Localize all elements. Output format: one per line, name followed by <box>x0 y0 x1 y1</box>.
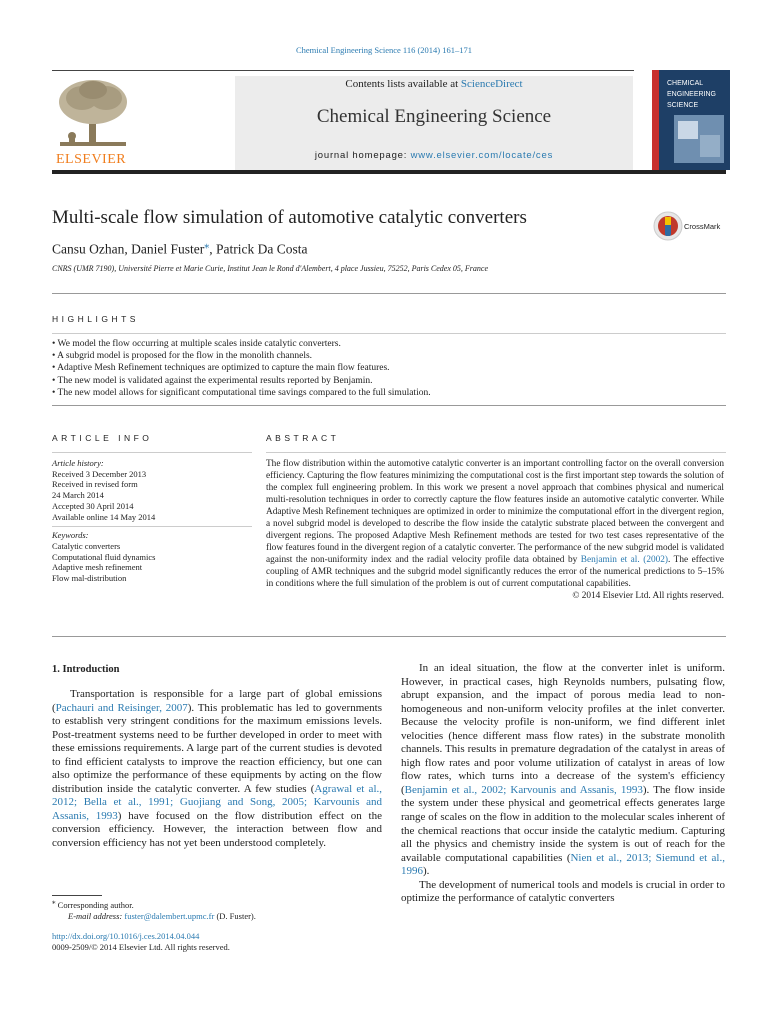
paragraph-text: ). <box>423 865 430 878</box>
journal-header <box>235 76 633 170</box>
journal-citation[interactable]: Chemical Engineering Science 116 (2014) 161–171 <box>295 45 472 55</box>
paragraph: The development of numerical tools and models is crucial in order to optimize the performance of catalytic converters <box>401 878 725 905</box>
footnote-text: Corresponding author. <box>55 899 134 910</box>
article-title: Multi-scale flow simulation of automotive catalytic converters <box>52 207 527 228</box>
journal-title: Chemical Engineering Science <box>316 106 552 127</box>
history-line: Accepted 30 April 2014 <box>52 500 134 511</box>
divider <box>52 293 726 294</box>
keyword: Flow mal-distribution <box>52 573 127 584</box>
highlight-item: • Adaptive Mesh Refinement techniques are optimized to capture the main flow features. <box>52 363 390 374</box>
header-top-rule <box>52 70 634 71</box>
homepage-label: journal homepage: <box>314 150 411 161</box>
paragraph-text: ) have focused on the flow distribution effect on the conversion efficiency. However, the interaction between flow and conversion efficiency has not yet been understood completely. <box>52 809 383 850</box>
email-label: E-mail address: <box>68 910 125 921</box>
abstract-text-part: The flow distribution within the automotive catalytic converter is an important controlling factor on the overall conversion efficiency. Capturing the flow features minimizing the computational cost is the first important step towards the solution of the complex full engineering problem. In this work we present a novel approach that combines physical and numerical multi-resolution techniques in order to correctly capture the flow features inside an automotive catalytic converter. While Adaptive Mesh Refinement techniques are optimized in order to minimize the computational effort in the divergent region, a novel subgrid model is developed to describe the flow inside the catalytic substrate placed between the convergent and divergent regions. The proposed Adaptive Mesh Refinement methods are tested for two test cases representative of the flow features found in the divergent region of a catalytic converter. The performance of the new subgrid model is validated against the non-uniformity index and the radial velocity profile data obtained by <box>266 459 724 565</box>
divider <box>52 526 252 527</box>
paragraph-text: ). This problematic has led to governments to establish very stringent conditions for the maximum emissions levels. Post-treatment systems need to be further developed in order to meet with these emissions requirements. A large part of the current studies is devoted to find efficient catalysts to improve the reaction efficiency, but one can also optimize the performance of these equipments by acting on the flow distribution inside the catalytic converter. A few studies ( <box>52 701 382 795</box>
email-link[interactable]: fuster@dalembert.upmc.fr <box>124 910 215 921</box>
keyword: Computational fluid dynamics <box>52 551 156 562</box>
contents-prefix: Contents lists available at <box>345 78 461 90</box>
highlight-item: • The new model allows for significant computational time savings compared to the full simulation. <box>52 387 431 398</box>
corresponding-author-note <box>52 897 256 911</box>
keyword: Catalytic converters <box>52 540 121 551</box>
cover-image-block <box>678 121 698 139</box>
author-list <box>52 240 307 258</box>
cover-title <box>667 78 727 111</box>
divider <box>52 452 252 453</box>
body-column-right <box>401 662 725 906</box>
contents-line <box>235 78 633 90</box>
issn-line: 0009-2509/© 2014 Elsevier Ltd. All rights reserved. <box>52 942 230 952</box>
citation-link[interactable]: Agrawal et al., 2012; Bella et al., 1991; Guojiang and Song, 2005; Karvounis and Assanis, 1993 <box>52 782 382 822</box>
history-label: Article history: <box>52 458 104 468</box>
paragraph <box>52 688 382 851</box>
divider <box>266 452 726 453</box>
paragraph-text: ). The flow inside the system under these physical and geometrical effects generates large range of scales on the flow in addition to the molecular scales inherent of the chemical reactions that occur inside the catalytic medium. Capturing all the physics and chemistry inside the system is out of reach for the available computational capabilities ( <box>401 783 725 864</box>
elsevier-tree-icon <box>52 76 134 154</box>
keyword: Adaptive mesh refinement <box>52 562 143 573</box>
citation-link[interactable]: Benjamin et al., 2002; Karvounis and Assanis, 1993 <box>404 783 643 796</box>
crossmark-label: CrossMark <box>684 222 721 231</box>
cover-title-line: CHEMICAL <box>667 80 704 87</box>
citation-link[interactable]: Nien et al., 2013; Siemund et al., 1996 <box>401 851 725 878</box>
footnote <box>52 897 256 922</box>
homepage-link[interactable]: www.elsevier.com/locate/ces <box>410 150 554 161</box>
cover-title-line: SCIENCE <box>667 102 699 109</box>
abstract-body <box>266 458 724 602</box>
footnote-mark: ⁎ <box>52 898 56 906</box>
history-line: Available online 14 May 2014 <box>52 511 156 522</box>
corresponding-author-mark[interactable]: ⁎ <box>204 240 210 251</box>
abstract-copyright: © 2014 Elsevier Ltd. All rights reserved. <box>572 591 724 601</box>
citation-link[interactable]: Pachauri and Reisinger, 2007 <box>55 701 188 714</box>
footnote-rule <box>52 895 102 896</box>
cover-image <box>674 115 724 163</box>
crossmark-icon <box>653 211 683 241</box>
paragraph-text: Transportation is responsible for a large part of global emissions ( <box>52 688 382 714</box>
highlight-item: • The new model is validated against the experimental results reported by Benjamin. <box>52 375 373 386</box>
article-info-heading: ARTICLE INFO <box>52 433 153 443</box>
divider <box>52 333 726 334</box>
history-line: Received in revised form <box>52 479 138 490</box>
doi-link[interactable]: http://dx.doi.org/10.1016/j.ces.2014.04.044 <box>52 931 200 941</box>
author-names: Cansu Ozhan, Daniel Fuster <box>52 241 205 257</box>
history-line: Received 3 December 2013 <box>52 468 147 479</box>
journal-cover <box>652 70 730 170</box>
highlight-item: • We model the flow occurring at multiple scales inside catalytic converters. <box>52 339 341 349</box>
elsevier-logo <box>52 76 134 166</box>
abstract-text <box>266 458 724 590</box>
paragraph <box>401 662 725 879</box>
highlights-heading: HIGHLIGHTS <box>52 314 139 324</box>
doi-block <box>52 931 230 953</box>
abstract-heading: ABSTRACT <box>266 433 340 443</box>
email-note <box>52 911 256 922</box>
article-info <box>52 458 252 584</box>
cover-image-block <box>700 135 720 157</box>
header-thick-rule <box>52 170 726 174</box>
paragraph-text: In an ideal situation, the flow at the converter inlet is uniform. However, in practical cases, high Reynolds numbers, pulsating flow, abrupt expansion, and the impact of porous media lead to non-homogeneous and non-uniform velocity profiles at the inlet converter. Because the velocity profile is non-uniform, we find different inlet velocities (hence different mass flow rates) in the substrate monolith channels. This results in premature degradation of the catalyst in areas of high flow rates and poor volume utilization of catalyst in areas of low flow rates, which turns into a decrease of the system's efficiency ( <box>401 662 725 796</box>
affiliation: CNRS (UMR 7190), Université Pierre et Marie Curie, Institut Jean le Rond d'Alembert, 4 place Jussieu, 75252, Paris Cedex 05, France <box>52 264 488 273</box>
body-column-left <box>52 688 382 851</box>
author-names-rest: , Patrick Da Costa <box>209 241 308 257</box>
highlights-list <box>52 338 431 399</box>
highlight-item: • A subgrid model is proposed for the flow in the monolith channels. <box>52 351 313 362</box>
email-after: (D. Fuster). <box>214 910 256 921</box>
citation-link[interactable]: Benjamin et al. (2002) <box>580 555 669 565</box>
cover-title-line: ENGINEERING <box>667 91 717 98</box>
history-line: 24 March 2014 <box>52 490 104 501</box>
sciencedirect-link[interactable]: ScienceDirect <box>460 78 523 90</box>
publisher-name: ELSEVIER <box>56 152 127 167</box>
cover-spine <box>652 70 659 170</box>
divider <box>52 405 726 406</box>
journal-homepage <box>235 150 633 161</box>
section-heading-introduction: 1. Introduction <box>52 664 120 675</box>
abstract-text-part: . The effective coupling of AMR techniques and the subgrid model significantly reduces the error of the numerical predictions to 5–15% in conditions where the full simulation of the problem is out of current computational capabilities. <box>266 555 724 589</box>
crossmark-badge[interactable] <box>653 211 683 246</box>
divider <box>52 636 726 637</box>
keywords-label: Keywords: <box>52 530 89 541</box>
